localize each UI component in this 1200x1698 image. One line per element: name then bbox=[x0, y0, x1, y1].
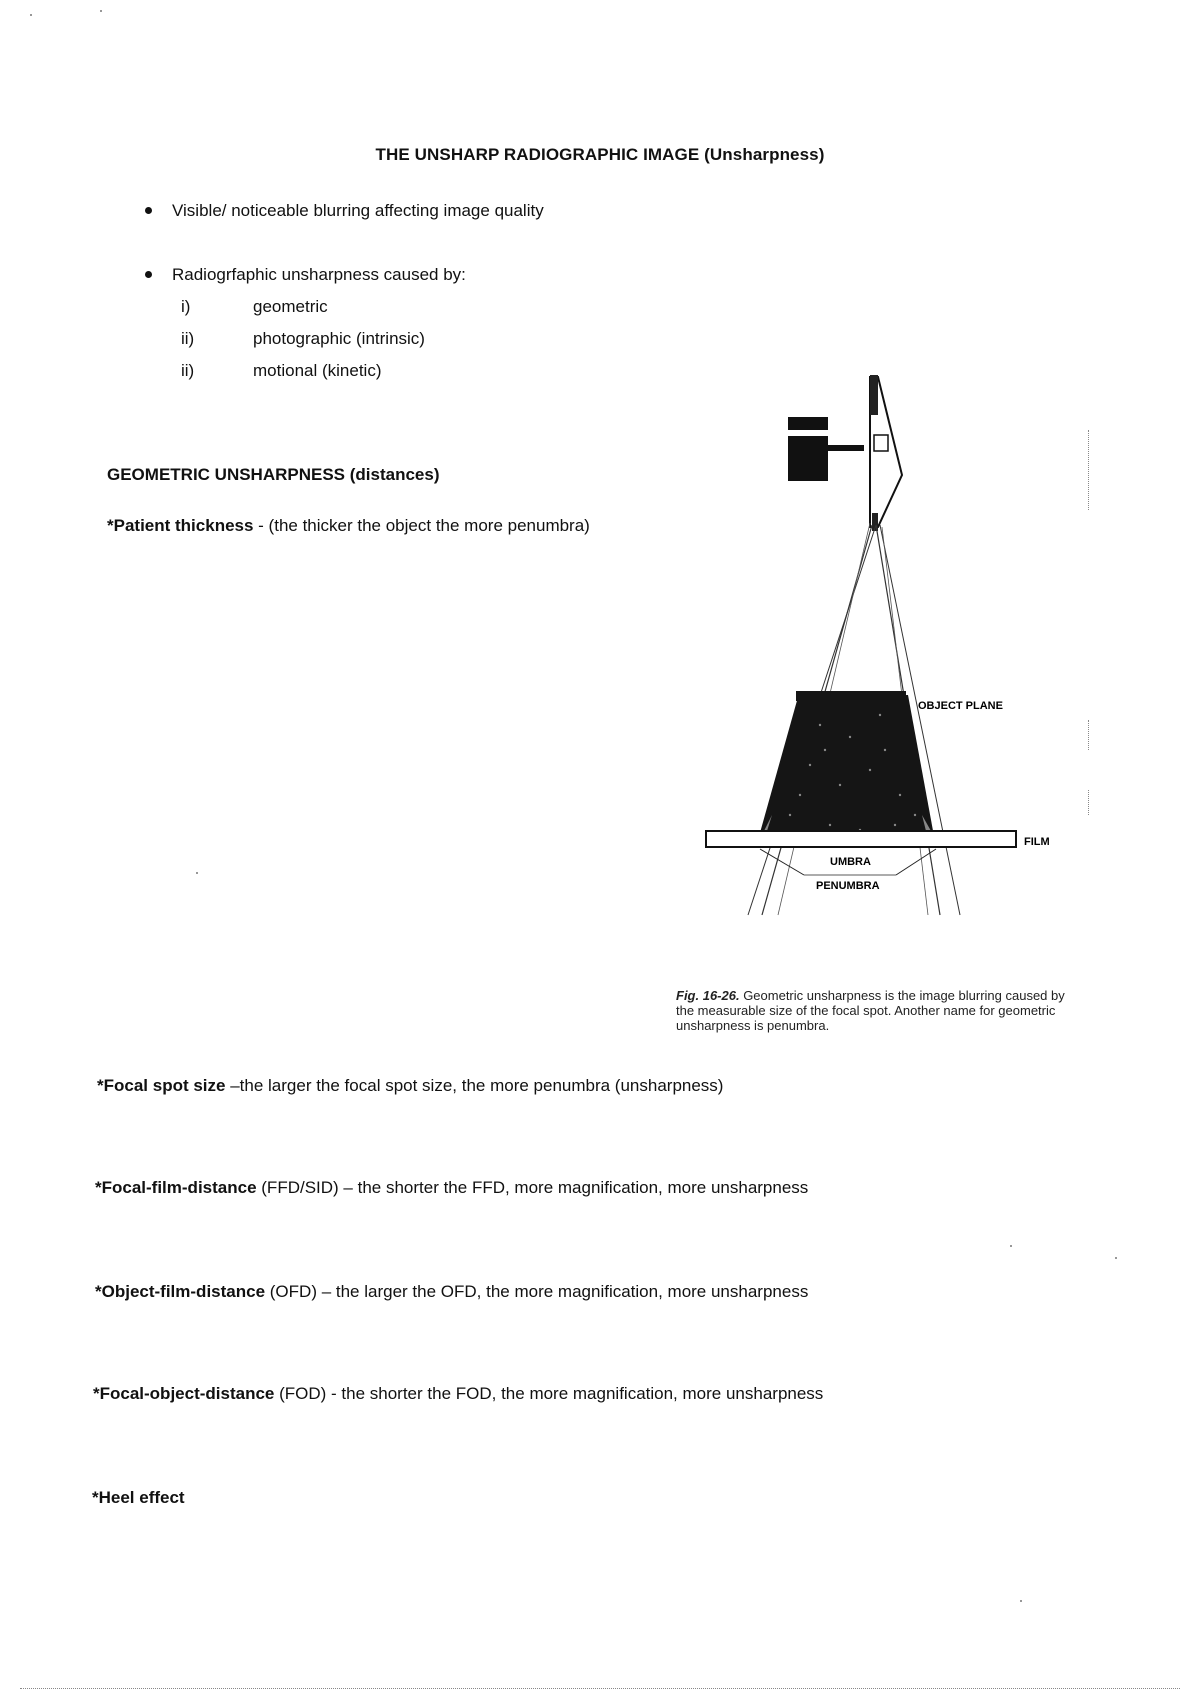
factor-line bbox=[95, 1282, 808, 1302]
object-plane-label: OBJECT PLANE bbox=[918, 700, 1003, 712]
factor-line bbox=[92, 1488, 185, 1508]
section-heading: GEOMETRIC UNSHARPNESS (distances) bbox=[107, 465, 440, 484]
page-title bbox=[0, 145, 1200, 165]
anode-hub bbox=[874, 435, 888, 451]
scan-speck bbox=[1020, 1600, 1022, 1602]
cause-number: ii) bbox=[181, 329, 195, 348]
cause-number: ii) bbox=[181, 361, 195, 380]
scan-speck bbox=[30, 14, 32, 16]
film-plate bbox=[706, 831, 1016, 847]
scan-speck bbox=[1010, 1245, 1012, 1247]
tube-housing bbox=[788, 417, 828, 481]
bullet-text: Visible/ noticeable blurring affecting image quality bbox=[172, 201, 544, 220]
factor-term: *Focal spot size bbox=[97, 1076, 226, 1095]
anode-stem bbox=[870, 375, 878, 415]
factor-term: *Heel effect bbox=[92, 1488, 185, 1507]
caption-number: Fig. 16-26. bbox=[676, 988, 740, 1003]
bullet-item bbox=[145, 201, 544, 221]
scan-speck bbox=[1115, 1257, 1117, 1259]
unsharpness-figure bbox=[700, 375, 1080, 975]
factor-desc: - (the thicker the object the more penumbra) bbox=[253, 516, 590, 535]
bullet-dot bbox=[145, 207, 152, 214]
bullet-text: Radiogrfaphic unsharpness caused by: bbox=[172, 265, 466, 284]
scan-noise bbox=[1088, 430, 1090, 510]
penumbra-bracket bbox=[896, 849, 936, 875]
factor-desc: (FFD/SID) – the shorter the FFD, more magnification, more unsharpness bbox=[256, 1178, 809, 1197]
tube-housing-slot bbox=[786, 430, 830, 436]
scan-speck bbox=[100, 10, 102, 12]
scan-speck bbox=[196, 872, 198, 874]
tube-shaft bbox=[826, 445, 864, 451]
factor-line bbox=[95, 1178, 808, 1198]
factor-term: *Object-film-distance bbox=[95, 1282, 266, 1301]
scan-noise bbox=[1088, 720, 1090, 750]
penumbra-bracket bbox=[760, 849, 804, 875]
factor-term: *Patient thickness bbox=[107, 516, 254, 535]
title-main: THE UNSHARP RADIOGRAPHIC IMAGE bbox=[375, 145, 700, 164]
penumbra-label: PENUMBRA bbox=[816, 880, 880, 892]
figure-caption bbox=[676, 988, 1066, 1033]
cause-text: geometric bbox=[253, 297, 328, 316]
scan-noise bbox=[20, 1688, 1180, 1690]
cause-number: i) bbox=[181, 297, 191, 316]
cause-text: motional (kinetic) bbox=[253, 361, 382, 380]
umbra-label: UMBRA bbox=[830, 856, 871, 868]
caption-text: Geometric unsharpness is the image blurring caused by the measurable size of the focal spot. Another name for geometric unsharpness is penumbra. bbox=[676, 988, 1065, 1033]
unsharpness-diagram bbox=[700, 375, 1080, 975]
bullet-item bbox=[145, 265, 466, 285]
factor-desc: –the larger the focal spot size, the more penumbra (unsharpness) bbox=[225, 1076, 724, 1095]
title-paren: (Unsharpness) bbox=[704, 145, 825, 164]
factor-line bbox=[93, 1384, 823, 1404]
object-plane-block bbox=[796, 691, 906, 701]
factor-term: *Focal-object-distance bbox=[93, 1384, 275, 1403]
factor-desc: (OFD) – the larger the OFD, the more magnification, more unsharpness bbox=[265, 1282, 809, 1301]
factor-term: *Focal-film-distance bbox=[95, 1178, 257, 1197]
cause-item bbox=[181, 329, 425, 349]
cause-item bbox=[181, 297, 328, 317]
cause-text: photographic (intrinsic) bbox=[253, 329, 425, 348]
factor-line bbox=[97, 1076, 723, 1096]
bullet-dot bbox=[145, 271, 152, 278]
scan-noise bbox=[1088, 790, 1090, 815]
object-shadow bbox=[756, 695, 936, 847]
factor-desc: (FOD) - the shorter the FOD, the more magnification, more unsharpness bbox=[274, 1384, 824, 1403]
cause-item bbox=[181, 361, 382, 381]
film-label: FILM bbox=[1024, 836, 1050, 848]
factor-line bbox=[107, 516, 590, 536]
